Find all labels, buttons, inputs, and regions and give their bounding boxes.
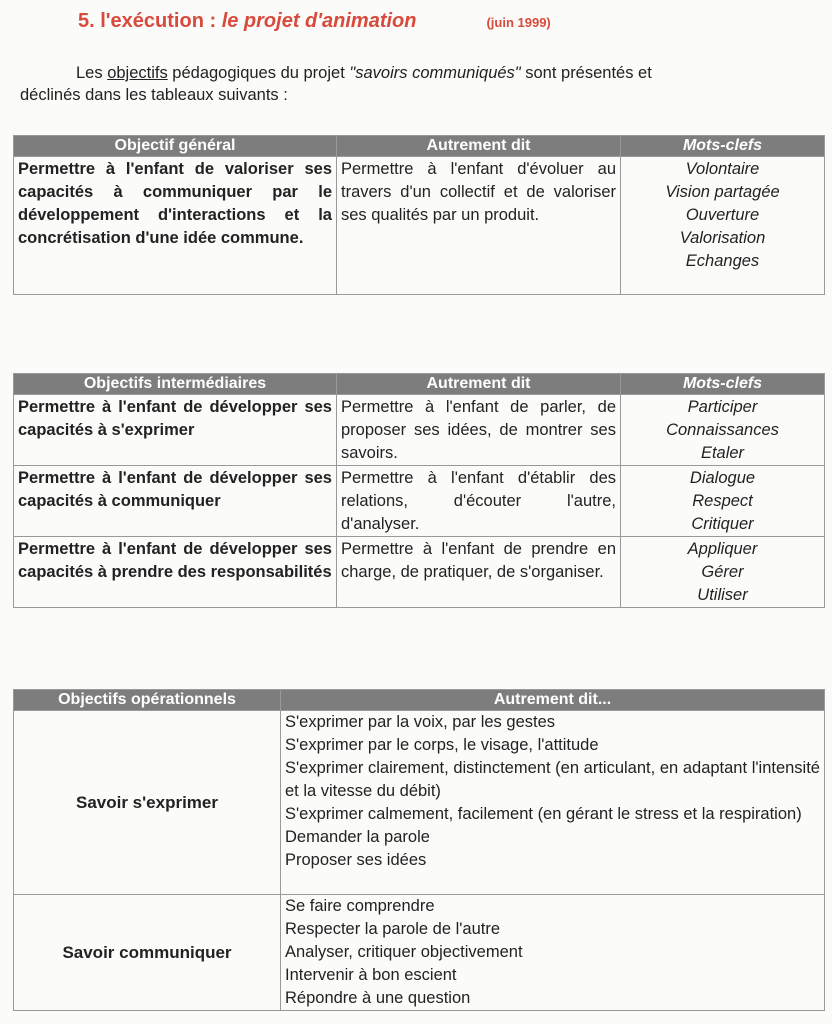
- list-item: S'exprimer par le corps, le visage, l'attitude: [285, 736, 599, 754]
- description-cell: Permettre à l'enfant de prendre en charge, de pratiquer, de s'organiser.: [337, 537, 621, 608]
- description-cell: Permettre à l'enfant d'établir des relations, d'écouter l'autre, d'analyser.: [337, 466, 621, 537]
- operational-objectives-table: [13, 689, 825, 1011]
- objective-cell: Permettre à l'enfant de développer ses capacités à s'exprimer: [14, 395, 337, 466]
- table-header-row: [14, 374, 825, 395]
- title-date: (juin 1999): [486, 15, 551, 30]
- table-row: [14, 711, 825, 895]
- general-objective-table: [13, 135, 825, 295]
- intro-underlined: objectifs: [107, 64, 168, 82]
- title-number: 5. l'exécution :: [78, 10, 222, 32]
- intro-paragraph: [20, 62, 810, 106]
- intermediate-objectives-table: [13, 373, 825, 608]
- table-row: [14, 895, 825, 1011]
- list-item: Se faire comprendre: [285, 897, 435, 915]
- keyword: Echanges: [685, 252, 760, 270]
- keyword: Appliquer: [687, 540, 758, 558]
- intro-part1: Les: [76, 64, 108, 82]
- column-header: Autrement dit: [337, 374, 621, 395]
- operational-items: [281, 711, 825, 895]
- list-item: Répondre à une question: [285, 989, 471, 1007]
- column-header: Autrement dit: [337, 136, 621, 157]
- keywords-cell: [621, 157, 825, 295]
- table-row: [14, 395, 825, 466]
- list-item: Intervenir à bon escient: [285, 966, 457, 984]
- keyword: Participer: [687, 398, 758, 416]
- table-header-row: [14, 690, 825, 711]
- keyword: Valorisation: [679, 229, 766, 247]
- table-header-row: [14, 136, 825, 157]
- keywords-cell: [621, 466, 825, 537]
- page-title: [78, 10, 551, 33]
- operational-label: Savoir s'exprimer: [14, 711, 281, 895]
- keywords-cell: [621, 395, 825, 466]
- intro-line2: déclinés dans les tableaux suivants :: [20, 86, 288, 104]
- intro-part2: pédagogiques du projet: [167, 64, 350, 82]
- table-row: [14, 157, 825, 295]
- list-item: Respecter la parole de l'autre: [285, 920, 501, 938]
- objective-cell: Permettre à l'enfant de développer ses capacités à prendre des responsabilités: [14, 537, 337, 608]
- list-item: Proposer ses idées: [285, 851, 427, 869]
- keyword: Utiliser: [697, 586, 748, 604]
- objective-cell: Permettre à l'enfant de valoriser ses capacités à communiquer par le développement d'interactions et la concrétisation d'une idée commune.: [14, 157, 337, 295]
- keyword: Vision partagée: [665, 183, 780, 201]
- intro-quote: "savoirs communiqués": [349, 64, 521, 82]
- keyword: Respect: [692, 492, 753, 510]
- keyword: Volontaire: [685, 160, 760, 178]
- operational-items: [281, 895, 825, 1011]
- column-header: Mots-clefs: [621, 136, 825, 157]
- list-item: S'exprimer par la voix, par les gestes: [285, 713, 556, 731]
- description-cell: Permettre à l'enfant d'évoluer au travers d'un collectif et de valoriser ses qualités par un produit.: [337, 157, 621, 295]
- title-italic: le projet d'animation: [221, 10, 417, 32]
- keyword: Dialogue: [689, 469, 756, 487]
- column-header: Mots-clefs: [621, 374, 825, 395]
- list-item: Analyser, critiquer objectivement: [285, 943, 523, 961]
- keyword: Critiquer: [691, 515, 754, 533]
- keyword: Ouverture: [685, 206, 760, 224]
- list-item: S'exprimer calmement, facilement (en gérant le stress et la respiration): [285, 805, 802, 823]
- keyword: Gérer: [701, 563, 744, 581]
- description-cell: Permettre à l'enfant de parler, de proposer ses idées, de montrer ses savoirs.: [337, 395, 621, 466]
- list-item: Demander la parole: [285, 828, 430, 846]
- column-header: Autrement dit...: [281, 690, 825, 711]
- column-header: Objectifs intermédiaires: [14, 374, 337, 395]
- list-item: S'exprimer clairement, distinctement (en articulant, en adaptant l'intensité et la vitesse du débit): [285, 759, 820, 800]
- keyword: Connaissances: [666, 421, 779, 439]
- objective-cell: Permettre à l'enfant de développer ses capacités à communiquer: [14, 466, 337, 537]
- operational-label: Savoir communiquer: [14, 895, 281, 1011]
- column-header: Objectifs opérationnels: [14, 690, 281, 711]
- column-header: Objectif général: [14, 136, 337, 157]
- intro-part3: sont présentés et: [520, 64, 652, 82]
- table-row: [14, 537, 825, 608]
- table-row: [14, 466, 825, 537]
- keywords-cell: [621, 537, 825, 608]
- keyword: Etaler: [700, 444, 745, 462]
